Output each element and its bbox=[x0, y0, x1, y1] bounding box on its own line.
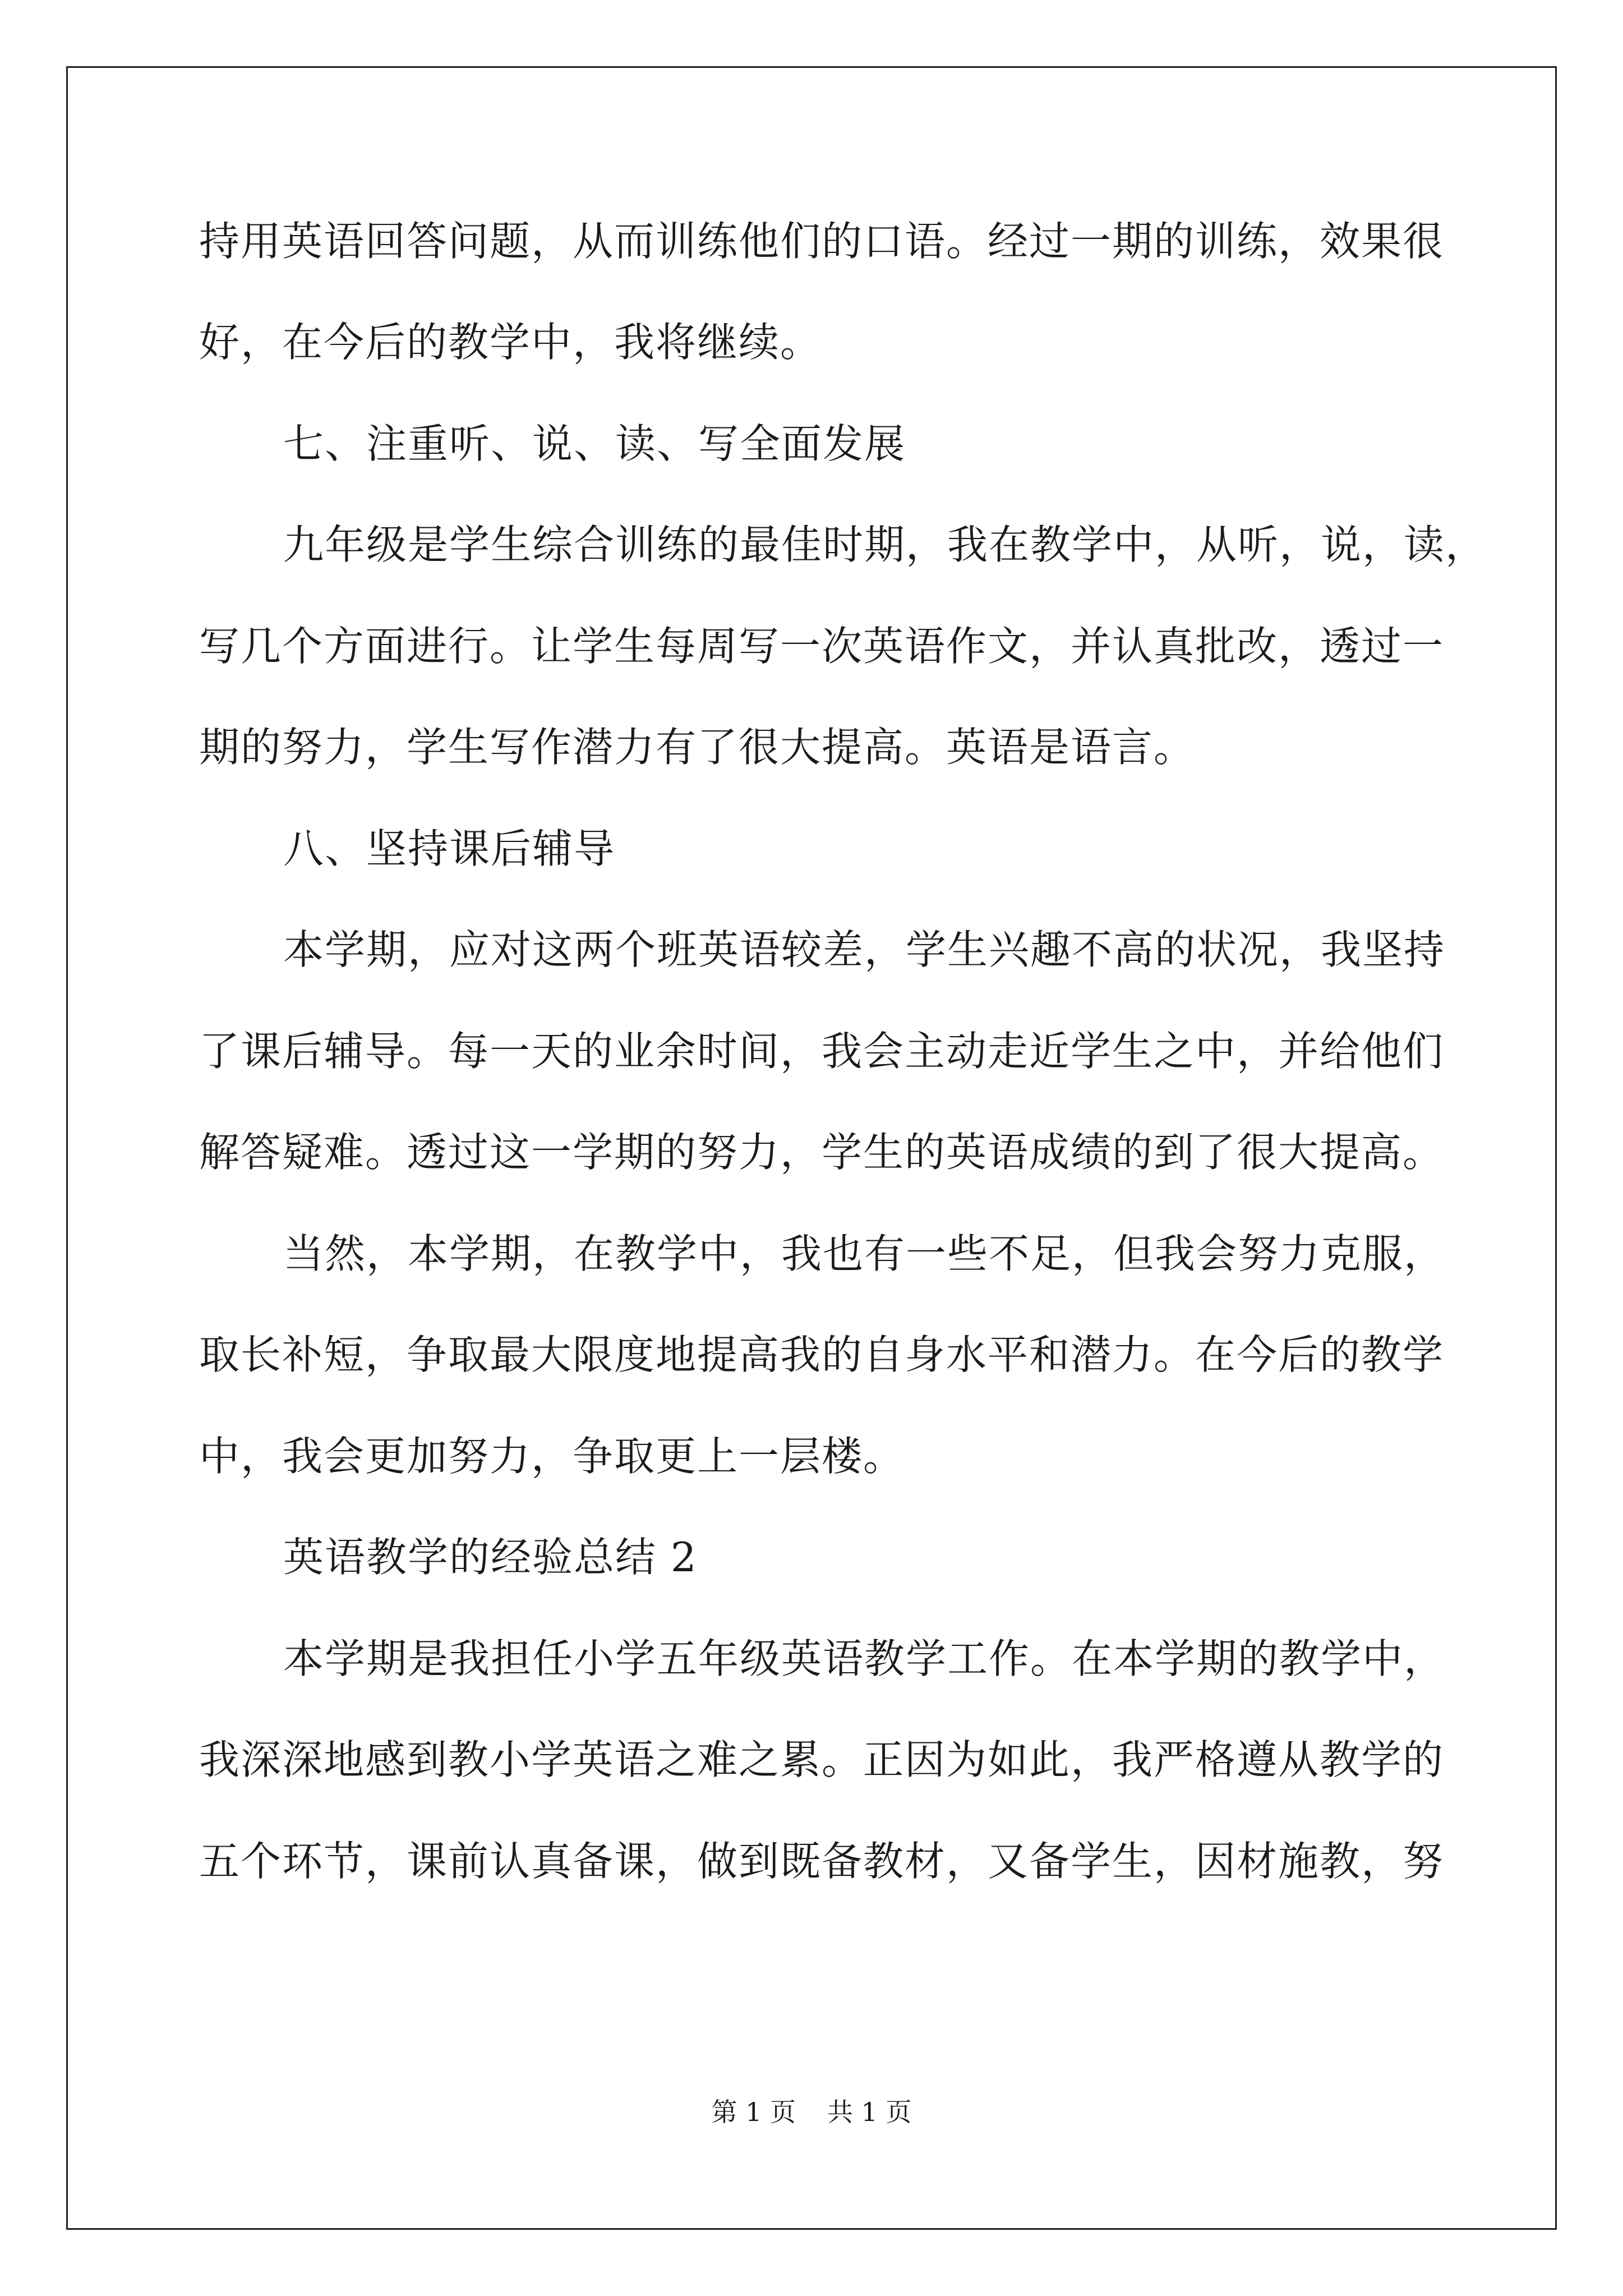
text-line: 九年级是学生综合训练的最佳时期，我在教学中，从听，说，读， bbox=[283, 521, 1487, 568]
text-line: 我深深地感到教小学英语之难之累。正因为如此，我严格遵从教学的 bbox=[199, 1736, 1445, 1783]
text-line: 解答疑难。透过这一学期的努力，学生的英语成绩的到了很大提高。 bbox=[199, 1129, 1445, 1176]
text-line: 期的努力，学生写作潜力有了很大提高。英语是语言。 bbox=[199, 724, 1196, 771]
text-line: 了课后辅导。每一天的业余时间，我会主动走近学生之中，并给他们 bbox=[199, 1028, 1445, 1075]
text-line: 写几个方面进行。让学生每周写一次英语作文，并认真批改，透过一 bbox=[199, 623, 1445, 670]
text-line: 持用英语回答问题，从而训练他们的口语。经过一期的训练，效果很 bbox=[199, 218, 1445, 265]
section-heading: 八、坚持课后辅导 bbox=[283, 825, 616, 872]
page-total: 共 1 页 bbox=[827, 2097, 912, 2127]
page-number: 第 1 页 bbox=[711, 2097, 796, 2127]
text-line: 本学期是我担任小学五年级英语教学工作。在本学期的教学中， bbox=[283, 1635, 1446, 1682]
page-footer bbox=[0, 2095, 1623, 2129]
text-line: 中，我会更加努力，争取更上一层楼。 bbox=[199, 1433, 905, 1480]
text-line: 好，在今后的教学中，我将继续。 bbox=[199, 319, 822, 366]
text-line: 五个环节，课前认真备课，做到既备教材，又备学生，因材施教，努 bbox=[199, 1838, 1445, 1885]
section-heading: 英语教学的经验总结 2 bbox=[283, 1534, 698, 1581]
text-line: 取长补短，争取最大限度地提高我的自身水平和潜力。在今后的教学 bbox=[199, 1331, 1445, 1378]
text-line: 本学期，应对这两个班英语较差，学生兴趣不高的状况，我坚持 bbox=[283, 926, 1446, 973]
section-heading: 七、注重听、说、读、写全面发展 bbox=[283, 420, 906, 467]
text-line: 当然，本学期，在教学中，我也有一些不足，但我会努力克服， bbox=[283, 1230, 1446, 1277]
